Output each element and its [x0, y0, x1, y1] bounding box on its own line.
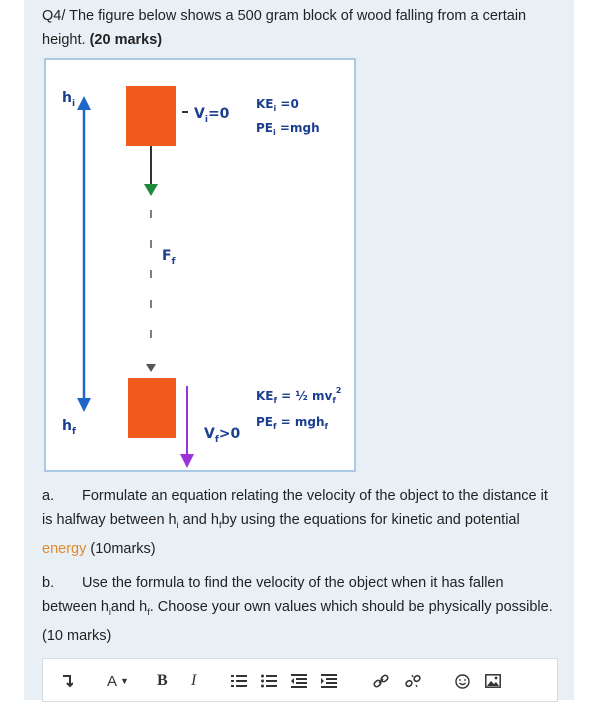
paragraph-icon[interactable] [61, 671, 73, 691]
ke-initial-label: $KE_i =0$ [256, 97, 299, 113]
falling-block-diagram [46, 60, 358, 474]
block-bottom [128, 378, 176, 438]
pe-initial-label: $PE_i =mgh$ [256, 121, 320, 137]
question-marks: (20 marks) [89, 32, 163, 48]
part-b-label: b. [42, 574, 55, 591]
energy-highlight: energy [42, 540, 87, 557]
unlink-icon[interactable] [405, 671, 421, 691]
gravity-arrow [144, 184, 158, 196]
font-size-label: A [107, 672, 118, 690]
editor-toolbar [42, 658, 558, 702]
physics-figure [44, 58, 356, 472]
unordered-list-icon[interactable] [261, 671, 277, 691]
question-title [42, 4, 562, 52]
emoji-icon[interactable] [455, 671, 470, 691]
velocity-initial-label: $V_i=0$ [194, 106, 230, 125]
height-arrow-up [77, 96, 91, 110]
question-text: Q4/ The figure below shows a 500 gram block of wood falling from a certain height. [42, 8, 527, 48]
italic-button[interactable]: I [191, 672, 197, 689]
part-a-label: a. [42, 488, 55, 504]
height-arrow-down [77, 398, 91, 412]
link-icon[interactable] [373, 671, 389, 691]
h-final-label: $h_f$ [62, 418, 76, 437]
image-icon[interactable] [485, 671, 501, 691]
force-label: $F_f$ [162, 248, 176, 267]
part-a: a. Formulate an equation relating the velocity of the object to the distance it is halfway between $h_i$ and $h_fby$ using the equations for kinetic and potential energy (10marks) [42, 484, 562, 561]
bold-button[interactable]: B [157, 672, 168, 689]
font-size-button[interactable] [107, 671, 129, 691]
block-top [126, 86, 176, 146]
part-b: b. Use the formula to find the velocity of the object when it has fallen between $h_iand$ $h_f$. Choose your own values which should be physically possible.(10 marks) [42, 571, 562, 648]
outdent-icon[interactable] [291, 671, 307, 691]
fall-path-arrow [146, 364, 156, 372]
velocity-final-arrow [180, 454, 194, 468]
ke-final-label: $KE_f$ = ½ $mv_f^2$ [256, 386, 342, 405]
chevron-down-icon: ▼ [120, 676, 129, 686]
h-initial-label: $h_i$ [62, 90, 76, 109]
indent-icon[interactable] [321, 671, 337, 691]
question-parts [42, 484, 562, 658]
ordered-list-icon[interactable] [231, 671, 247, 691]
pe-final-label: $PE_f = mgh_f$ [256, 415, 329, 431]
velocity-final-label: $V_f>0$ [204, 426, 241, 445]
